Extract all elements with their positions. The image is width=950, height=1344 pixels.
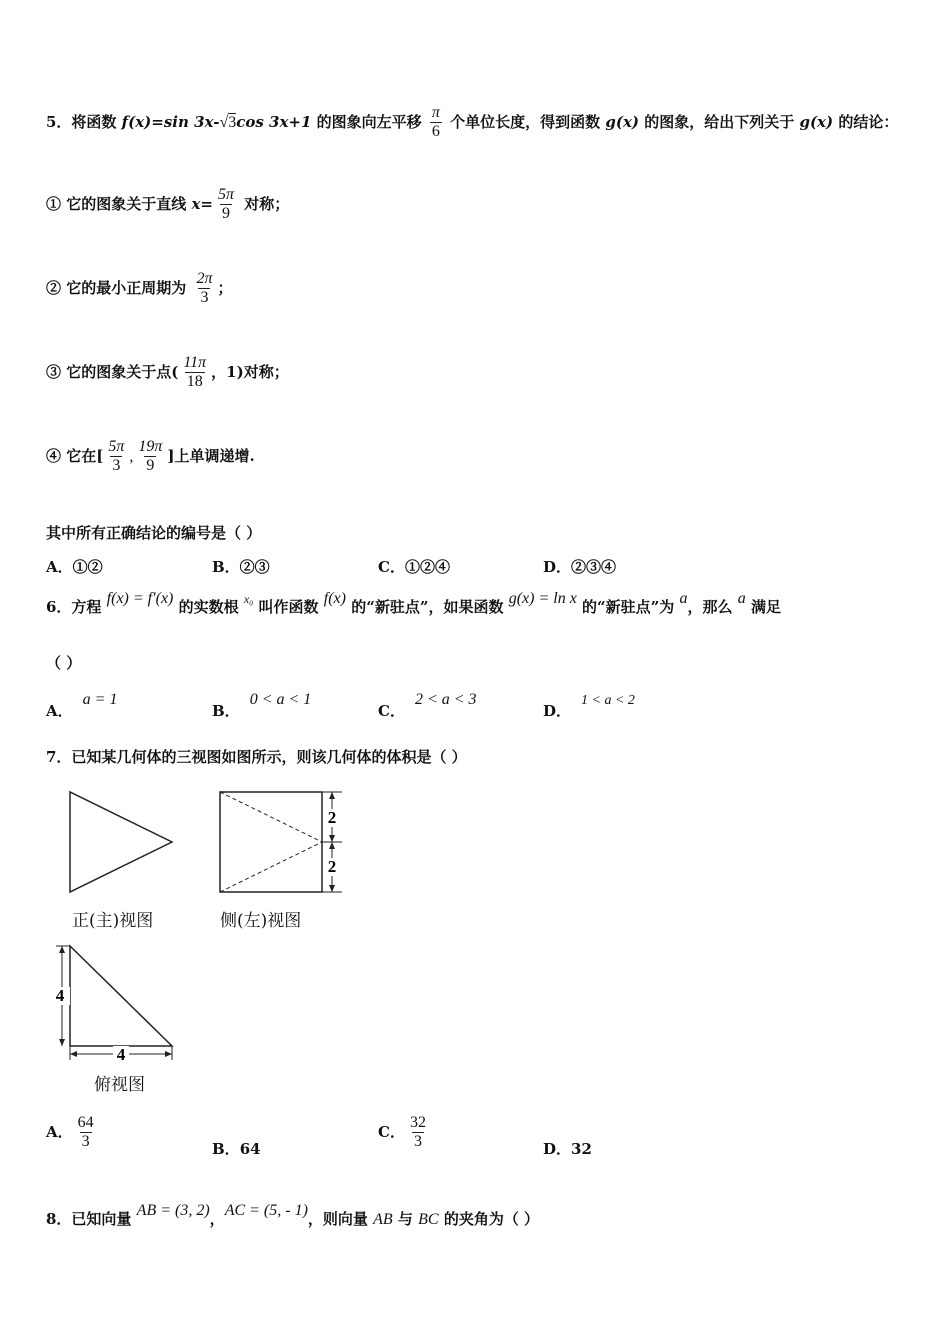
q6-option-b: B．0 < a < 1 [212,691,312,720]
q8-stem: 8．已知向量 AB = (3, 2)，AC = (5, - 1)，则向量 AB 与 BC 的夹角为（ ） [46,1202,540,1228]
front-view-caption: 正(主)视图 [72,911,154,931]
q7-option-d: D．32 [543,1140,592,1158]
q5-option-d: D．②③④ [543,558,617,576]
q5-option-a: A．①② [46,558,103,576]
top-view-figure [50,942,180,1062]
side-dim-bottom: 2 [327,857,337,876]
side-view-caption: 侧(左)视图 [220,911,302,931]
q6-paren: （ ） [46,654,82,672]
top-dim-height: 4 [55,986,65,1005]
top-dim-width: 4 [116,1045,126,1062]
q5-conclusion-2: ② 它的最小正周期为 $\frac{2\pi}{3}$ ； [46,270,233,307]
side-dim-top: 2 [327,808,337,827]
q5-option-c: C．①②④ [378,558,450,576]
q5-conclusion-1: ① 它的图象关于直线 x= $\frac{5\pi}{9}$ 对称； [46,186,290,223]
q5-option-b: B．②③ [212,558,270,576]
q7-option-b: B．64 [212,1140,261,1158]
q6-option-d: D．1 < a < 2 [543,693,635,720]
side-view-figure [216,788,346,898]
q7-option-a: A． $\frac{64}{3}$ [46,1114,94,1151]
side-view-square [220,792,322,892]
q5-ask: 其中所有正确结论的编号是（ ） [46,524,262,542]
front-view-triangle [70,792,172,892]
q5-conclusion-3: ③ 它的图象关于点( $\frac{11\pi}{18}$ ，1)对称； [46,354,289,391]
q6-option-a: A．a = 1 [46,691,118,720]
q6-option-c: C．2 < a < 3 [378,691,477,720]
q5-stem: 5．将函数 f(x)=sin 3x-√3cos 3x+1 的图象向左平移 $\frac{\pi}{6}$ 个单位长度，得到函数 g(x) 的图象，给出下列关于 g(x) 的结论： [46,104,899,141]
front-view-figure [66,788,178,898]
q6-stem: 6．方程 f(x) = f′(x) 的实数根 $^{x_0}$ 叫作函数 f(x) 的“新驻点”，如果函数 g(x) = ln x 的“新驻点”为 a，那么 a 满足 [46,590,781,616]
shift-fraction: $\frac{\pi}{6}$ [431,104,440,141]
top-view-triangle [70,946,172,1046]
q5-conclusion-4: ④ 它在[ $\frac{5\pi}{3}$ , $\frac{19\pi}{9}$ ]上单调递增. [46,438,255,475]
top-view-caption: 俯视图 [94,1075,145,1095]
q7-stem: 7．已知某几何体的三视图如图所示，则该几何体的体积是（ ） [46,748,467,766]
q7-option-c: C． $\frac{32}{3}$ [378,1114,426,1151]
